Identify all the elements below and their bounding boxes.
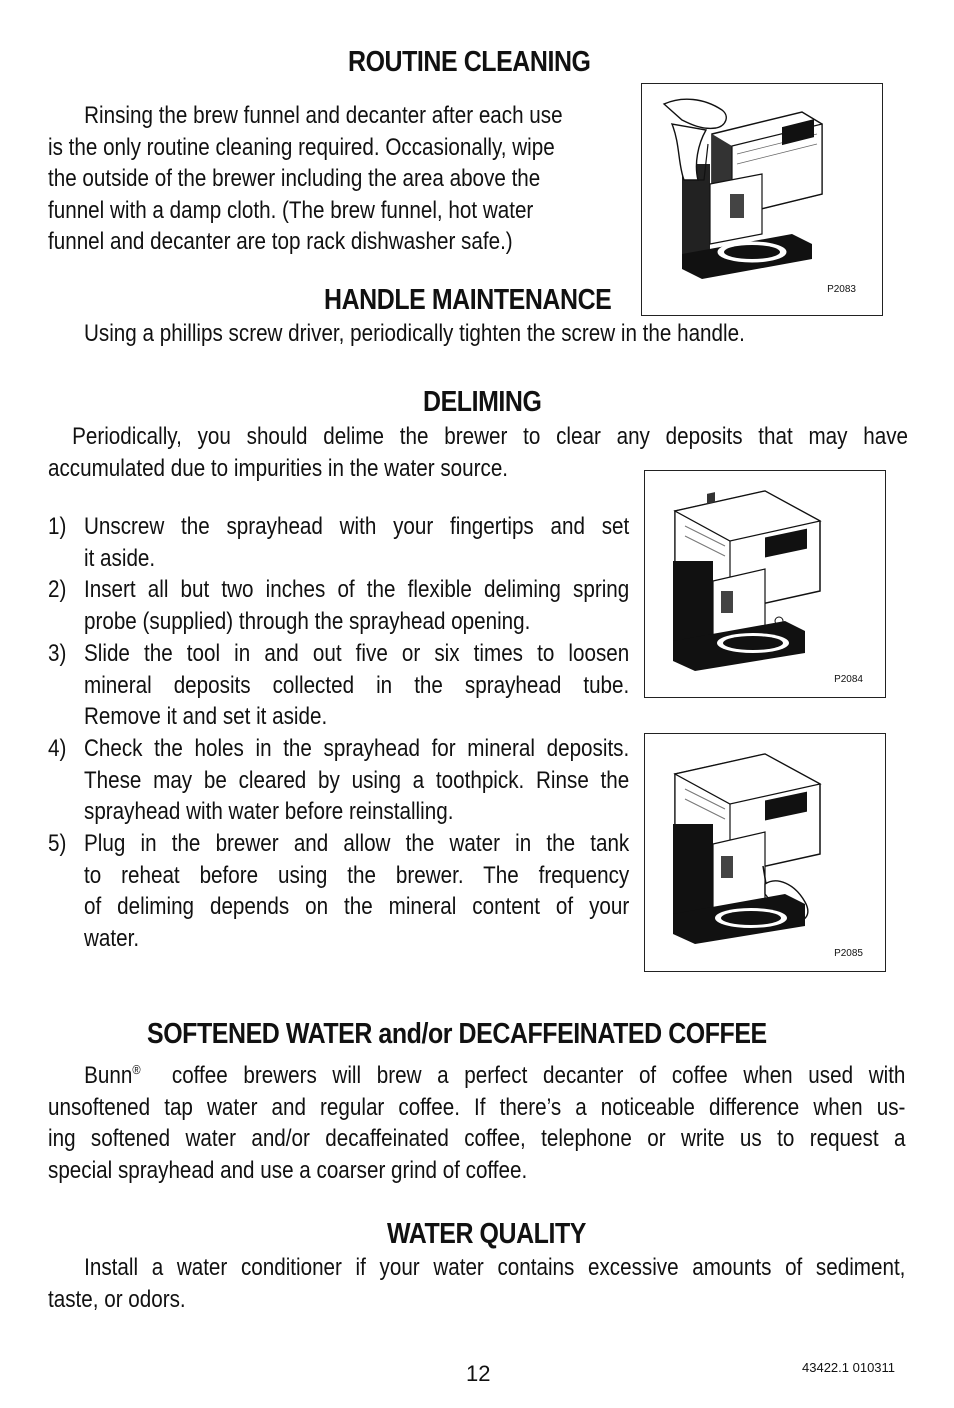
brand-name: Bunn	[84, 1062, 133, 1089]
figure-brewer-deliming-probe	[644, 733, 886, 972]
softened-water-heading: SOFTENED WATER and/or DECAFFEINATED COFFEE	[147, 1018, 767, 1050]
brewer-probe-illustration	[645, 734, 884, 970]
page-number: 12	[466, 1361, 491, 1386]
routine-line-2: is the only routine cleaning required. Occasionally, wipe	[48, 133, 555, 161]
brewer-sprayhead-illustration	[645, 471, 884, 696]
handle-maintenance-heading: HANDLE MAINTENANCE	[324, 284, 612, 316]
handle-maintenance-text: Using a phillips screw driver, periodically tighten the screw in the handle.	[84, 320, 745, 347]
step-line: probe (supplied) through the sprayhead opening.	[84, 607, 531, 635]
step-number: 2)	[48, 576, 67, 603]
step-number: 5)	[48, 830, 67, 857]
routine-line-3: the outside of the brewer including the area above the	[48, 165, 541, 192]
softened-line-1-text: coffee brewers will brew a perfect decanter of coffee when used with	[171, 1062, 906, 1089]
step-number: 1)	[48, 513, 67, 540]
step-line: These may be cleared by using a toothpick. Rinse the	[84, 766, 630, 794]
figure-brewer-sprayhead	[644, 470, 886, 698]
step-text	[84, 574, 629, 637]
softened-line-3: ing softened water and/or decaffeinated coffee, telephone or write us to request a	[48, 1125, 906, 1152]
step-line: Slide the tool in and out five or six times to loosen	[84, 640, 630, 667]
figure-label: P2083	[827, 284, 856, 295]
step-text	[84, 733, 629, 828]
step-number: 4)	[48, 735, 67, 762]
figure-brewer-wiping	[641, 83, 883, 316]
step-line: of deliming depends on the mineral content of your	[84, 893, 630, 920]
brewer-wiping-illustration	[642, 84, 881, 314]
step-line: Plug in the brewer and allow the water in the tank	[84, 830, 630, 857]
softened-line-4: special sprayhead and use a coarser grind of coffee.	[48, 1156, 528, 1184]
routine-line-5: funnel and decanter are top rack dishwasher safe.)	[48, 228, 513, 255]
step-line: it aside.	[84, 544, 156, 572]
step-line: Unscrew the sprayhead with your fingertips and set	[84, 513, 630, 540]
deliming-heading: DELIMING	[423, 386, 542, 418]
step-line: mineral deposits collected in the sprayhead tube.	[84, 671, 630, 699]
softened-water-paragraph	[48, 1054, 905, 1186]
step-line: sprayhead with water before reinstalling.	[84, 798, 454, 825]
step-text	[84, 511, 629, 574]
step-line: water.	[84, 924, 140, 952]
routine-line-1: Rinsing the brew funnel and decanter after each use	[84, 102, 563, 129]
deliming-intro-line-1: Periodically, you should delime the brewer to clear any deposits that may have	[72, 423, 908, 450]
softened-line-1	[48, 1054, 905, 1092]
softened-line-2: unsoftened tap water and regular coffee. If there’s a noticeable difference when us-	[48, 1093, 906, 1121]
step-line: Check the holes in the sprayhead for mineral deposits.	[84, 735, 630, 762]
step-text	[84, 828, 629, 954]
registered-mark: ®	[132, 1062, 141, 1077]
document-code: 43422.1 010311	[802, 1360, 896, 1375]
routine-cleaning-paragraph	[48, 100, 614, 258]
water-quality-heading: WATER QUALITY	[387, 1218, 586, 1250]
water-quality-paragraph	[48, 1252, 905, 1315]
deliming-intro-line-2: accumulated due to impurities in the water source.	[48, 454, 509, 482]
step-line: Remove it and set it aside.	[84, 703, 328, 730]
water-quality-line-2: taste, or odors.	[48, 1285, 186, 1313]
water-quality-line-1: Install a water conditioner if your water contains excessive amounts of sediment,	[84, 1254, 906, 1281]
step-line: to reheat before using the brewer. The frequency	[84, 861, 630, 889]
step-number: 3)	[48, 640, 67, 667]
routine-line-4: funnel with a damp cloth. (The brew funnel, hot water	[48, 196, 534, 224]
figure-label: P2084	[834, 674, 863, 685]
step-line: Insert all but two inches of the flexible deliming spring	[84, 576, 630, 603]
routine-cleaning-heading: ROUTINE CLEANING	[348, 46, 591, 78]
step-text	[84, 638, 629, 733]
figure-label: P2085	[834, 948, 863, 959]
